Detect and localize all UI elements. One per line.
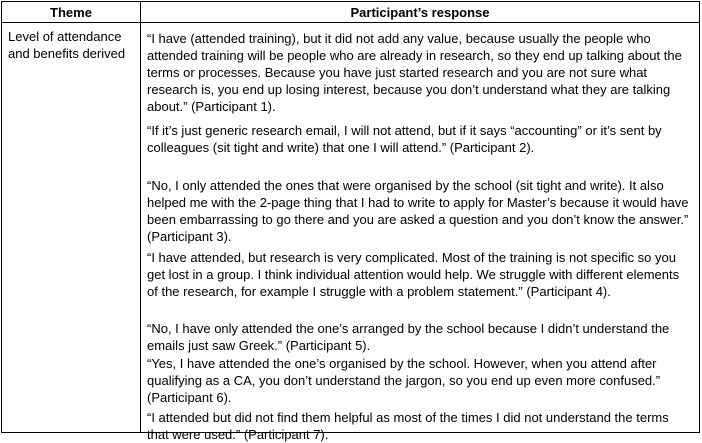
response-participant-3: “No, I only attended the ones that were organised by the school (sit tight and write). It also helped me with the 2-page thing that I had to write to apply for Master’s because it would have been embarrassing to go there and you are asked a question and you don’t know the answer.” (Participant 3). — [147, 178, 689, 244]
response-cell — [141, 23, 700, 442]
response-header: Participant’s response — [141, 2, 700, 23]
theme-label: Level of attendance and benefits derived — [8, 29, 126, 61]
theme-cell — [2, 23, 141, 433]
response-participant-2: “If it’s just generic research email, I will not attend, but if it says “accounting” or it’s sent by colleagues (sit tight and write) that one I will attend.” (Participant 2). — [147, 123, 662, 155]
theme-header: Theme — [2, 2, 141, 23]
response-participant-4: “I have attended, but research is very complicated. Most of the training is not specific so you get lost in a group. I think individual attention would help. We struggle with different elements of the research, for example I struggle with a problem statement.” (Participant 4). — [147, 250, 680, 299]
response-participant-6: “Yes, I have attended the one’s organised by the school. However, when you attend after qualifying as a CA, you don’t understand the jargon, so you end up even more confused.” (Participant 6). — [147, 356, 661, 405]
response-participant-1: “I have (attended training), but it did not add any value, because usually the people who attended training will be people who are already in research, so they end up talking about the terms or processes. Because you have just started research and you are not sure what research is, you end up losing interest, because you don’t understand what they are talking about.” (Participant 1). — [147, 31, 682, 114]
participant-response-table — [1, 1, 700, 442]
table-row — [2, 23, 700, 433]
response-participant-7: “I attended but did not find them helpful as most of the times I did not understand the terms that were used.” (Participant 7). — [147, 410, 669, 442]
response-participant-5: “No, I have only attended the one’s arranged by the school because I didn’t understand the emails just saw Greek.” (Participant 5). — [147, 321, 670, 353]
table-header-row — [2, 2, 700, 23]
